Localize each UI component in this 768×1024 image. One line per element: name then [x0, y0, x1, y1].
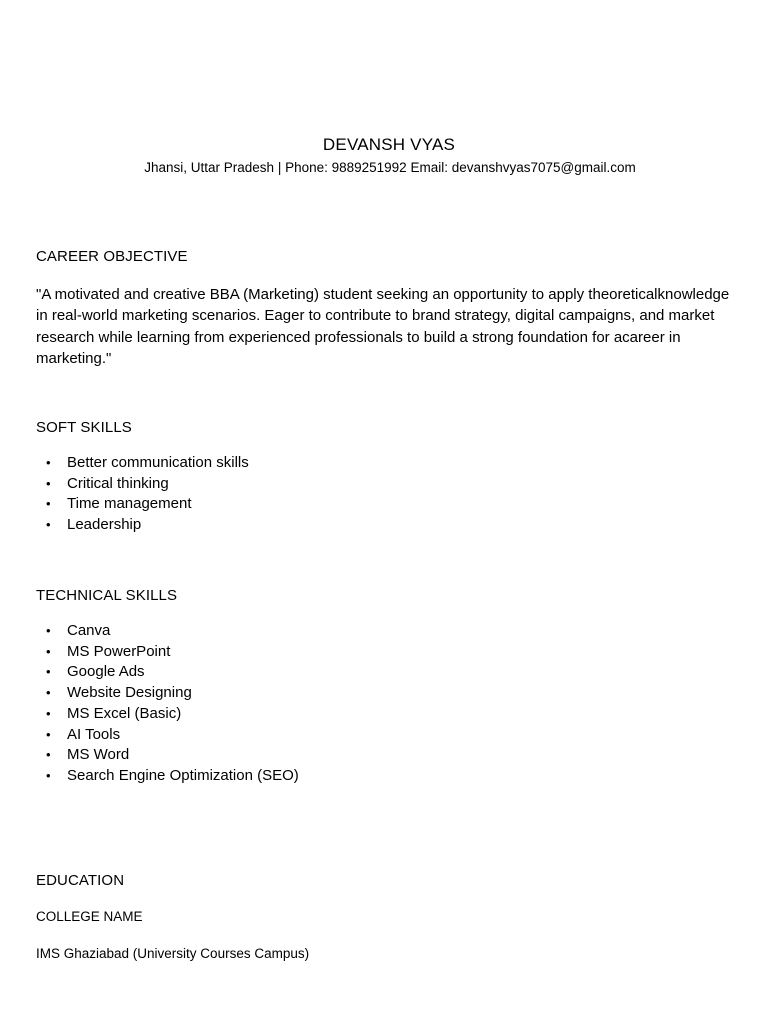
bullet-icon: •	[46, 685, 51, 701]
technical-skills-list	[36, 621, 299, 787]
soft-skill-label: Critical thinking	[67, 474, 169, 492]
list-item	[36, 494, 249, 515]
career-objective-heading: CAREER OBJECTIVE	[36, 248, 188, 265]
list-item	[36, 683, 299, 704]
technical-skill-label: AI Tools	[67, 725, 121, 743]
college-name-label: COLLEGE NAME	[36, 909, 143, 924]
college-name-value: IMS Ghaziabad (University Courses Campus)	[36, 946, 310, 961]
technical-skills-heading: TECHNICAL SKILLS	[36, 587, 178, 604]
bullet-icon: •	[46, 747, 51, 763]
list-item	[36, 745, 299, 766]
list-item	[36, 725, 299, 746]
education-heading: EDUCATION	[36, 872, 125, 889]
candidate-name: DEVANSH VYAS	[322, 135, 456, 154]
technical-skill-label: MS Excel (Basic)	[67, 704, 182, 722]
bullet-icon: •	[46, 705, 51, 721]
list-item	[36, 704, 299, 725]
technical-skill-label: MS PowerPoint	[67, 642, 171, 660]
bullet-icon: •	[46, 726, 51, 742]
bullet-icon: •	[46, 623, 51, 638]
list-item	[36, 515, 249, 536]
career-objective-text: "A motivated and creative BBA (Marketing) student seeking an opportunity to apply theoreticalknowledge in real-world marketing scenarios. Eager to contribute to brand strategy, digital campaigns, and market research while learning from experienced professionals to build a strong foundation for acareer in marketing."	[36, 286, 730, 367]
list-item	[36, 642, 299, 663]
list-item	[36, 766, 299, 787]
bullet-icon: •	[46, 643, 51, 659]
bullet-icon: •	[46, 664, 51, 680]
soft-skill-label: Time management	[67, 495, 192, 513]
technical-skill-label: Canva	[67, 622, 111, 639]
bullet-icon: •	[46, 767, 51, 783]
contact-line: Jhansi, Uttar Pradesh | Phone: 9889251992 Email: devanshvyas7075@gmail.com	[144, 160, 636, 175]
technical-skill-label: Search Engine Optimization (SEO)	[67, 766, 299, 784]
soft-skills-list	[36, 453, 249, 536]
soft-skill-label: Leadership	[67, 516, 142, 534]
list-item	[36, 662, 299, 683]
bullet-icon: •	[46, 475, 51, 491]
list-item	[36, 621, 299, 642]
bullet-icon: •	[46, 455, 51, 470]
technical-skill-label: Website Designing	[67, 684, 192, 702]
list-item	[36, 474, 249, 495]
bullet-icon: •	[46, 517, 51, 533]
technical-skill-label: MS Word	[67, 746, 130, 764]
soft-skills-heading: SOFT SKILLS	[36, 419, 132, 436]
bullet-icon: •	[46, 496, 51, 512]
technical-skill-label: Google Ads	[67, 663, 145, 681]
soft-skill-label: Better communication skills	[67, 454, 249, 471]
list-item	[36, 453, 249, 474]
